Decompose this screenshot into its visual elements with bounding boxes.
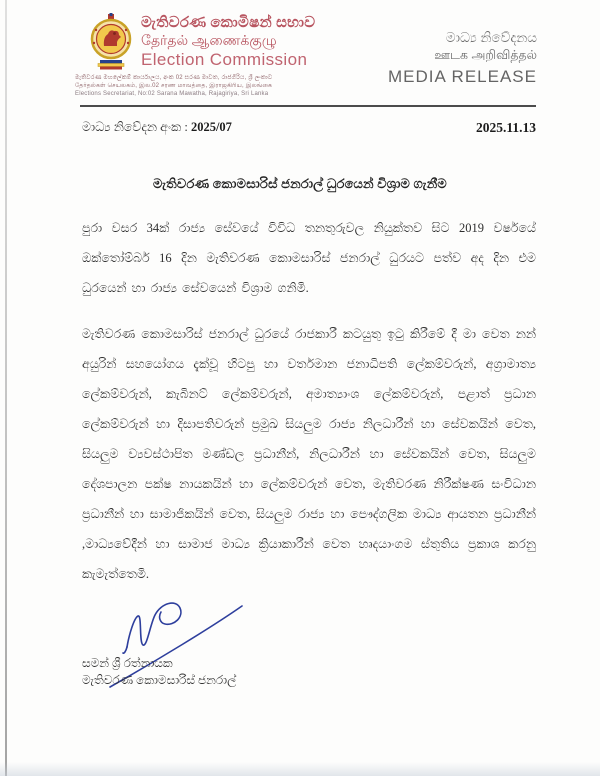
org-address-block — [75, 74, 315, 98]
body-paragraph-1: පුරා වසර 34ක් රාජ්‍ය සේවයේ විවිධ තනතුරුවල නියුක්තව සිට 2019 වර්ෂයේ ඔක්තෝම්බර් 16 දින මැතිවරණ කොමසාරිස් ජනරාල් ධුරයට පත්ව අද දින එම ධුරයෙන් හා රාජ්‍ය සේවයෙන් විශ්‍රාම ගනිමි. — [82, 221, 536, 296]
media-release-label-block — [388, 30, 537, 87]
scan-edge-bottom — [0, 762, 600, 776]
media-release-label-sinhala: මාධ්‍ය නිවේදනය — [445, 30, 537, 45]
scan-edge-left — [5, 0, 7, 776]
media-release-label-english: MEDIA RELEASE — [387, 66, 537, 86]
org-address-tamil: தேர்தல்கள் செயலகம், இல.02 சரண மாவத்தை, இராஜகிரிய, இலங்கை — [75, 83, 273, 90]
org-name-english: Election Commission — [141, 49, 308, 69]
reference-value: 2025/07 — [190, 120, 232, 135]
signatory-identity — [82, 655, 236, 689]
media-release-label-tamil: ஊடக அறிவித்தல் — [434, 47, 537, 62]
header-divider — [80, 105, 536, 107]
signature-block — [82, 599, 536, 709]
org-name-sinhala: මැතිවරණ කොමිෂන් සභාව — [141, 15, 316, 31]
org-address-sinhala: මැතිවරණ මහලේකම් කාර්යාලය, අංක 02 සරණ මාවත, රාජගිරිය, ශ්‍රී ලංකාව — [75, 75, 273, 81]
reference-number — [82, 120, 232, 136]
body-paragraph-2: මැතිවරණ කොමසාරිස් ජනරාල් ධුරයේ රාජකාරී කටයුතු ඉටු කිරීමේ දී මා වෙත නන් අයුරින් සහයෝගය දැක්වූ හිටපු හා වර්තමාන ජනාධිපති ලේකම්වරුන්, අග්‍රාමාත්‍ය ලේකම්වරුන්, කැබිනට් ලේකම්වරුන්, අමාත්‍යාංශ ලේකම්වරුන්, පළාත් ප්‍රධාන ලේකම්වරුන් හා දිසාපතිවරුන් ප්‍රමුඛ සියලුම රාජ්‍ය නිලධාරීන් හා සේවකයින් වෙත, සියලුම ව්‍යවස්ථාපිත මණ්ඩල ප්‍රධානීන්, නිලධාරීන් හා සේවකයින් වෙත, සියලුම දේශපාලන පක්ෂ නායකයින් හා ලේකම්වරුන් වෙත, මැතිවරණ නිරීක්ෂණ සංවිධාන ප්‍රධානීන් හා සාමාජිකයින් වෙත, සියලුම රාජ්‍ය හා පෞද්ගලික මාධ්‍ය ආයතන ප්‍රධානීන් ,මාධ්‍යවේදීන් හා සාමාජ මාධ්‍ය ක්‍රියාකාරීන් වෙත හෘදයාංගම ස්තුතිය ප්‍රකාශ කරනු කැමැත්තෙමි. — [82, 327, 536, 582]
document-date: 2025.11.13 — [475, 120, 536, 136]
org-name-tamil: தேர்தல் ஆணைக்குழு — [141, 33, 277, 49]
signatory-name: සමන් ශ්‍රී රත්නායක — [82, 656, 173, 671]
election-commission-emblem-icon — [88, 13, 134, 71]
reference-row — [82, 120, 536, 136]
document-body — [82, 213, 536, 589]
letterhead — [0, 0, 600, 98]
document-title: මැතිවරණ කොමසාරිස් ජනරාල් ධුරයෙන් විශ්‍රාම ගැනීම — [153, 176, 447, 192]
org-identity-block — [75, 13, 315, 98]
reference-label: මාධ්‍ය නිවේදන අංක : — [82, 120, 188, 135]
org-address-english: Elections Secretariat, No:02 Sarana Mawatha, Rajagiriya, Sri Lanka — [75, 91, 269, 98]
signatory-role: මැතිවරණ කොමසාරිස් ජනරාල් — [82, 673, 237, 688]
